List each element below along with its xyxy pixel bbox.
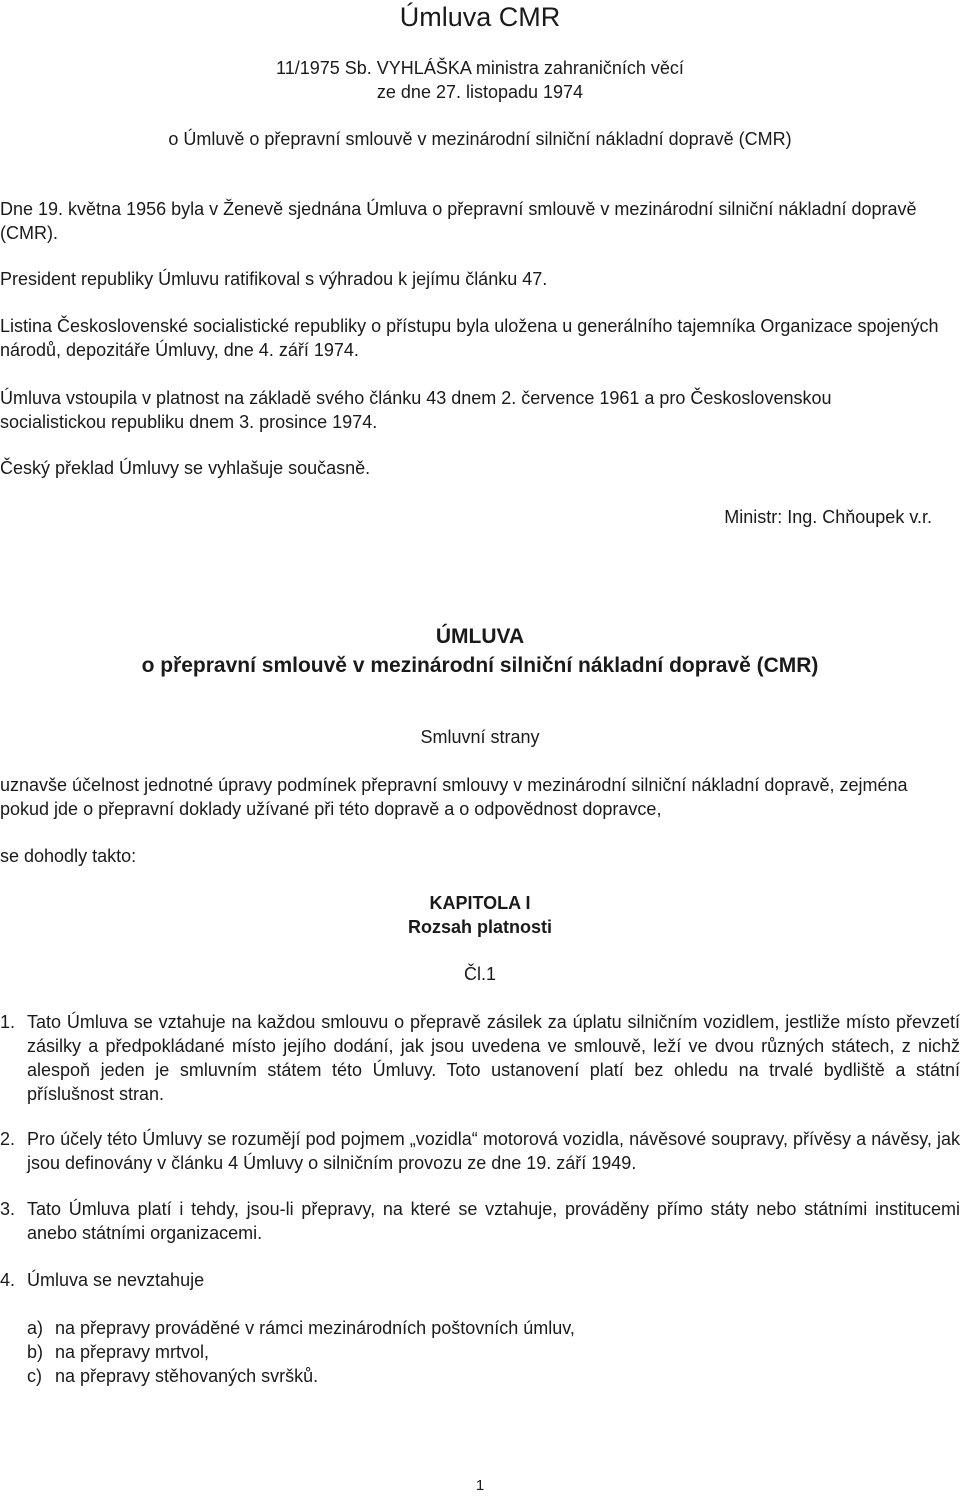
exclusion-letter: b) — [27, 1342, 44, 1362]
article-number: Čl.1 — [463, 964, 496, 984]
agreed-text: se dohodly takto: — [0, 846, 137, 866]
intro-paragraph-2: President republiky Úmluvu ratifikoval s výhradou k jejímu článku 47. — [0, 269, 548, 289]
intro-paragraph-3: Listina Československé socialistické republiky o přístupu byla uložena u generálního tajemníka Organizace spojených národů, depozitáře Úmluvy, dne 4. září 1974. — [0, 316, 939, 360]
exclusion-letter: a) — [27, 1318, 44, 1338]
paragraph-text: Pro účely této Úmluvy se rozumějí pod pojmem „vozidla“ motorová vozidla, návěsové soupravy, přívěsy a návěsy, jak jsou definovány v článku 4 Úmluvy o silničním provozu ze dne 19. září 1949. — [27, 1129, 960, 1173]
minister-signature: Ministr: Ing. Chňoupek v.r. — [724, 507, 932, 527]
chapter-name: Rozsah platnosti — [407, 917, 552, 937]
decree-line-1: 11/1975 Sb. VYHLÁŠKA ministra zahraničních věcí — [276, 58, 684, 78]
exclusion-letter: c) — [27, 1366, 42, 1386]
convention-subtitle: o přepravní smlouvě v mezinárodní silniční nákladní dopravě (CMR) — [141, 654, 819, 677]
contracting-parties-heading: Smluvní strany — [420, 727, 540, 747]
preamble-paragraph: uznavše účelnost jednotné úpravy podmínek přepravní smlouvy v mezinárodní silniční nákladní dopravě, zejména pokud jde o přepravní doklady užívané při této dopravě a o odpovědnost dopravce, — [0, 775, 908, 819]
intro-paragraph-1: Dne 19. května 1956 byla v Ženevě sjednána Úmluva o přepravní smlouvě v mezinárodní silniční nákladní dopravě (CMR). — [0, 199, 917, 243]
paragraph-text: Tato Úmluva se vztahuje na každou smlouvu o přepravě zásilek za úplatu silničním vozidlem, jestliže místo převzetí zásilky a předpokládané místo jejího dodání, jak jsou uvedena ve smlouvě, leží ve dvou různých státech, z nichž alespoň jeden je smluvním státem této Úmluvy. Toto ustanovení platí bez ohledu na trvalé bydliště a státní příslušnost stran. — [27, 1012, 960, 1104]
paragraph-number: 3. — [0, 1199, 16, 1219]
intro-paragraph-5: Český překlad Úmluvy se vyhlašuje současně. — [0, 458, 371, 478]
paragraph-text: Tato Úmluva platí i tehdy, jsou-li přepravy, na které se vztahuje, prováděny přímo státy nebo státními institucemi anebo státními organizacemi. — [27, 1199, 960, 1243]
chapter-label: KAPITOLA I — [429, 893, 531, 913]
decree-line-2: ze dne 27. listopadu 1974 — [376, 82, 584, 102]
exclusion-text: na přepravy prováděné v rámci mezinárodních poštovních úmluv, — [55, 1318, 575, 1338]
decree-subject: o Úmluvě o přepravní smlouvě v mezinárodní silniční nákladní dopravě (CMR) — [168, 129, 792, 149]
document-title: Úmluva CMR — [399, 2, 561, 32]
exclusion-text: na přepravy mrtvol, — [55, 1342, 210, 1362]
convention-title: ÚMLUVA — [435, 625, 525, 648]
exclusion-text: na přepravy stěhovaných svršků. — [55, 1366, 319, 1386]
paragraph-number: 2. — [0, 1129, 16, 1149]
paragraph-text: Úmluva se nevztahuje — [27, 1270, 205, 1290]
page-number: 1 — [475, 1477, 485, 1494]
paragraph-number: 1. — [0, 1012, 16, 1032]
intro-paragraph-4: Úmluva vstoupila v platnost na základě svého článku 43 dnem 2. července 1961 a pro Československou socialistickou republiku dnem 3. prosince 1974. — [0, 388, 832, 432]
paragraph-number: 4. — [0, 1270, 16, 1290]
